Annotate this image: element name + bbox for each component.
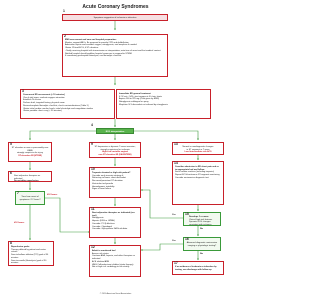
box-line: - Notify receiving hospital with transmission or interpretation; note time of onset and first medical contact xyxy=(65,49,161,52)
box-symptoms xyxy=(62,9,168,21)
box-heading: Develops 1 or more: xyxy=(189,216,209,218)
label-no-15: No xyxy=(200,228,203,230)
box-line: Serial cardiac markers (including troponin) xyxy=(175,171,214,174)
box-line: Consider: PO β-blockers xyxy=(92,222,115,225)
box-discharge-followup xyxy=(172,261,224,275)
step-number: 2 xyxy=(64,34,66,38)
box-adjunctive-stemi xyxy=(8,171,52,182)
box-text: Symptoms suggestive of ischemia or infarction xyxy=(93,16,137,19)
box-line: Not at high risk: cardiology to risk stratify xyxy=(92,266,130,269)
label-over-12h: ≥12 hours xyxy=(47,194,58,196)
box-line: Start adjunctive therapies as indicated xyxy=(14,175,41,180)
box-heading: Consider admission to ED chest pain unit or to appropriate bed and follow: xyxy=(175,166,219,171)
box-chest-pain-unit xyxy=(172,161,224,205)
box-line: Perform brief, targeted history, physical exam xyxy=(23,102,65,105)
box-line: Clinical high-risk features xyxy=(189,218,213,221)
step-number: 11 xyxy=(91,207,95,211)
box-ecg-interpretation xyxy=(91,123,134,134)
box-line: strongly suspicious for ischemia xyxy=(100,148,130,151)
box-line: strongly suspicious for injury xyxy=(16,152,44,155)
step-number: 15 xyxy=(185,212,189,216)
step-number: 16 xyxy=(185,237,189,241)
step-number: 12 xyxy=(91,245,95,249)
box-line: If considering prehospital fibrinolysis, use fibrinolytic checklist xyxy=(65,55,122,58)
step-number: 14 xyxy=(174,161,178,165)
box-develops-high-risk xyxy=(183,212,221,226)
box-line: Nitroglycerin xyxy=(92,217,104,220)
box-troponin-high-risk xyxy=(89,167,141,198)
box-line: ST-elevation MI (STEMI) xyxy=(18,155,42,158)
box-text: ECG interpretation xyxy=(105,130,125,133)
box-reperfusion-goals xyxy=(8,241,54,266)
box-line: Recurrent/persistent ST deviation xyxy=(92,180,123,183)
label-no-16: No xyxy=(200,253,203,255)
box-heading: Start adjunctive therapies as indicated (see text) xyxy=(92,212,135,217)
box-heading: EMS assessment and care and hospital preparation: xyxy=(65,39,117,41)
box-line: Door-to-needle (fibrinolysis) goal of 30 minutes xyxy=(11,259,47,265)
box-heading: Immediate ED general treatment xyxy=(119,93,151,95)
box-ems-assessment xyxy=(62,34,168,77)
step-number: 10 xyxy=(91,167,95,171)
box-line: Do not delay reperfusion xyxy=(14,180,39,183)
box-line: symptoms ≤ 12 hours? xyxy=(19,198,41,201)
step-number: 5 xyxy=(10,142,12,146)
box-stemi xyxy=(8,142,52,162)
box-ed-assessment xyxy=(20,89,115,119)
box-line: Therapy defined by patient and center criteria xyxy=(11,248,47,254)
box-line: in ST segment or T wave xyxy=(186,148,210,151)
arrow-16-12 xyxy=(141,244,183,250)
box-heading: Concurrent ED assessment (< 10 minutes) xyxy=(23,94,65,96)
box-line: Aspirin 160 to 325 mg (if not given by EMS) xyxy=(119,98,160,101)
box-line: Abnormal diagnostic noninvasive imaging or physiologic testing? xyxy=(186,242,218,247)
step-number: 4 xyxy=(91,123,93,127)
box-adjunctive-nstemi xyxy=(89,207,141,238)
step-number: 1 xyxy=(63,9,65,13)
box-abnormal-imaging-question xyxy=(183,237,221,251)
step-number: 7 xyxy=(17,191,19,195)
box-line: Establish IV access xyxy=(23,99,42,102)
box-line: Consider early invasive strategy if: xyxy=(92,174,124,177)
box-time-onset-question xyxy=(15,191,45,205)
box-line: Time from onset of xyxy=(21,196,39,198)
step-number: 17 xyxy=(174,261,178,265)
box-ua-nstemi xyxy=(89,142,141,158)
box-line: Morphine IV if discomfort not relieved by nitroglycerin xyxy=(119,103,168,106)
box-line: ACE inhibitor/ARB xyxy=(92,260,109,263)
box-line: HMG CoA reductase inhibitor (statin therapy) xyxy=(92,263,134,266)
box-line: Monitor, support ABCs. Be prepared to provide CPR and defibrillation xyxy=(65,41,129,44)
box-line: Consider: Clopidogrel xyxy=(92,225,112,228)
box-line: Normal or nondiagnostic changes xyxy=(182,146,214,148)
label-under-12h: ≤12 hours xyxy=(14,222,25,224)
box-admit-monitored xyxy=(89,245,141,277)
box-line: Door-to-balloon inflation (PCI) goal of 90 minutes xyxy=(11,254,49,259)
copyright-footer: © 2010 American Heart Association xyxy=(99,293,132,295)
box-line: Dynamic ECG changes consistent with ischemia xyxy=(189,221,212,227)
box-line: Repeat ECG/continuous ST-segment monitoring xyxy=(175,174,220,177)
label-yes-15: Yes xyxy=(172,214,176,216)
box-ed-treatment xyxy=(116,89,211,119)
box-heading: Troponin elevated or high-risk patient? xyxy=(92,172,131,174)
box-line: Assess risk status xyxy=(92,252,109,255)
step-number: 13 xyxy=(174,142,178,146)
box-line: Refractory ischemic chest discomfort xyxy=(92,177,126,180)
box-heading: Reperfusion goals: xyxy=(11,246,30,248)
box-line: Obtain initial cardiac marker levels, initial electrolyte and coagulation studies xyxy=(23,107,93,110)
box-line: Consider: Glycoprotein IIb/IIIa inhibitor xyxy=(92,228,128,231)
box-low-risk-acs xyxy=(172,142,224,155)
step-number: 6 xyxy=(10,171,12,175)
box-line: If O2 sat < 94%, start oxygen at 4 L/min; titrate xyxy=(119,95,162,98)
step-number: 8 xyxy=(10,241,12,245)
box-line: Notified hospital should mobilize hospital resources to respond to STEMI xyxy=(65,52,132,55)
step-number: 3 xyxy=(22,89,24,93)
box-heading: Admit to monitored bed xyxy=(92,250,116,252)
box-line: Hemodynamic instability xyxy=(92,185,115,188)
box-line: Signs of heart failure xyxy=(92,188,112,191)
box-line: Low-/intermediate-risk ACS xyxy=(184,151,212,154)
box-line: Obtain portable chest x-ray (< 30 minutes) xyxy=(23,110,62,113)
box-line: Administer aspirin and consider oxygen, nitroglycerin, and morphine if needed xyxy=(65,44,137,47)
box-line: Continue ASA, heparin, and other therapies as indicated xyxy=(92,255,135,261)
page-title: Acute Coronary Syndromes xyxy=(82,4,149,10)
box-line: Obtain 12-lead ECG; if ST elevation: xyxy=(65,47,99,50)
box-line: Review/complete fibrinolytic checklist; check contraindications (Table 5) xyxy=(23,104,89,107)
box-line: Ventricular tachycardia xyxy=(92,182,114,185)
step-number: 9 xyxy=(91,142,93,146)
box-line: non-ST-elevation MI (UA/NSTEMI) xyxy=(98,154,132,157)
box-line: If no evidence of ischemia or infarction by testing, can discharge with follow-up xyxy=(175,266,217,271)
box-line: Consider noninvasive diagnostic test xyxy=(175,176,209,179)
arrow-7-11 xyxy=(45,198,90,232)
box-line: Nitroglycerin sublingual or spray xyxy=(119,101,149,104)
box-line: Check vital signs; evaluate oxygen saturation xyxy=(23,96,65,99)
label-yes-16: Yes xyxy=(172,240,176,242)
box-line: Heparin (UFH or LMWH) xyxy=(92,220,115,223)
box-line: ST depression or dynamic T-wave inversion; xyxy=(94,146,136,148)
box-line: ST elevation or new or presumably new LBBB; xyxy=(11,147,49,152)
box-line: High-risk unstable angina/ xyxy=(102,151,128,154)
